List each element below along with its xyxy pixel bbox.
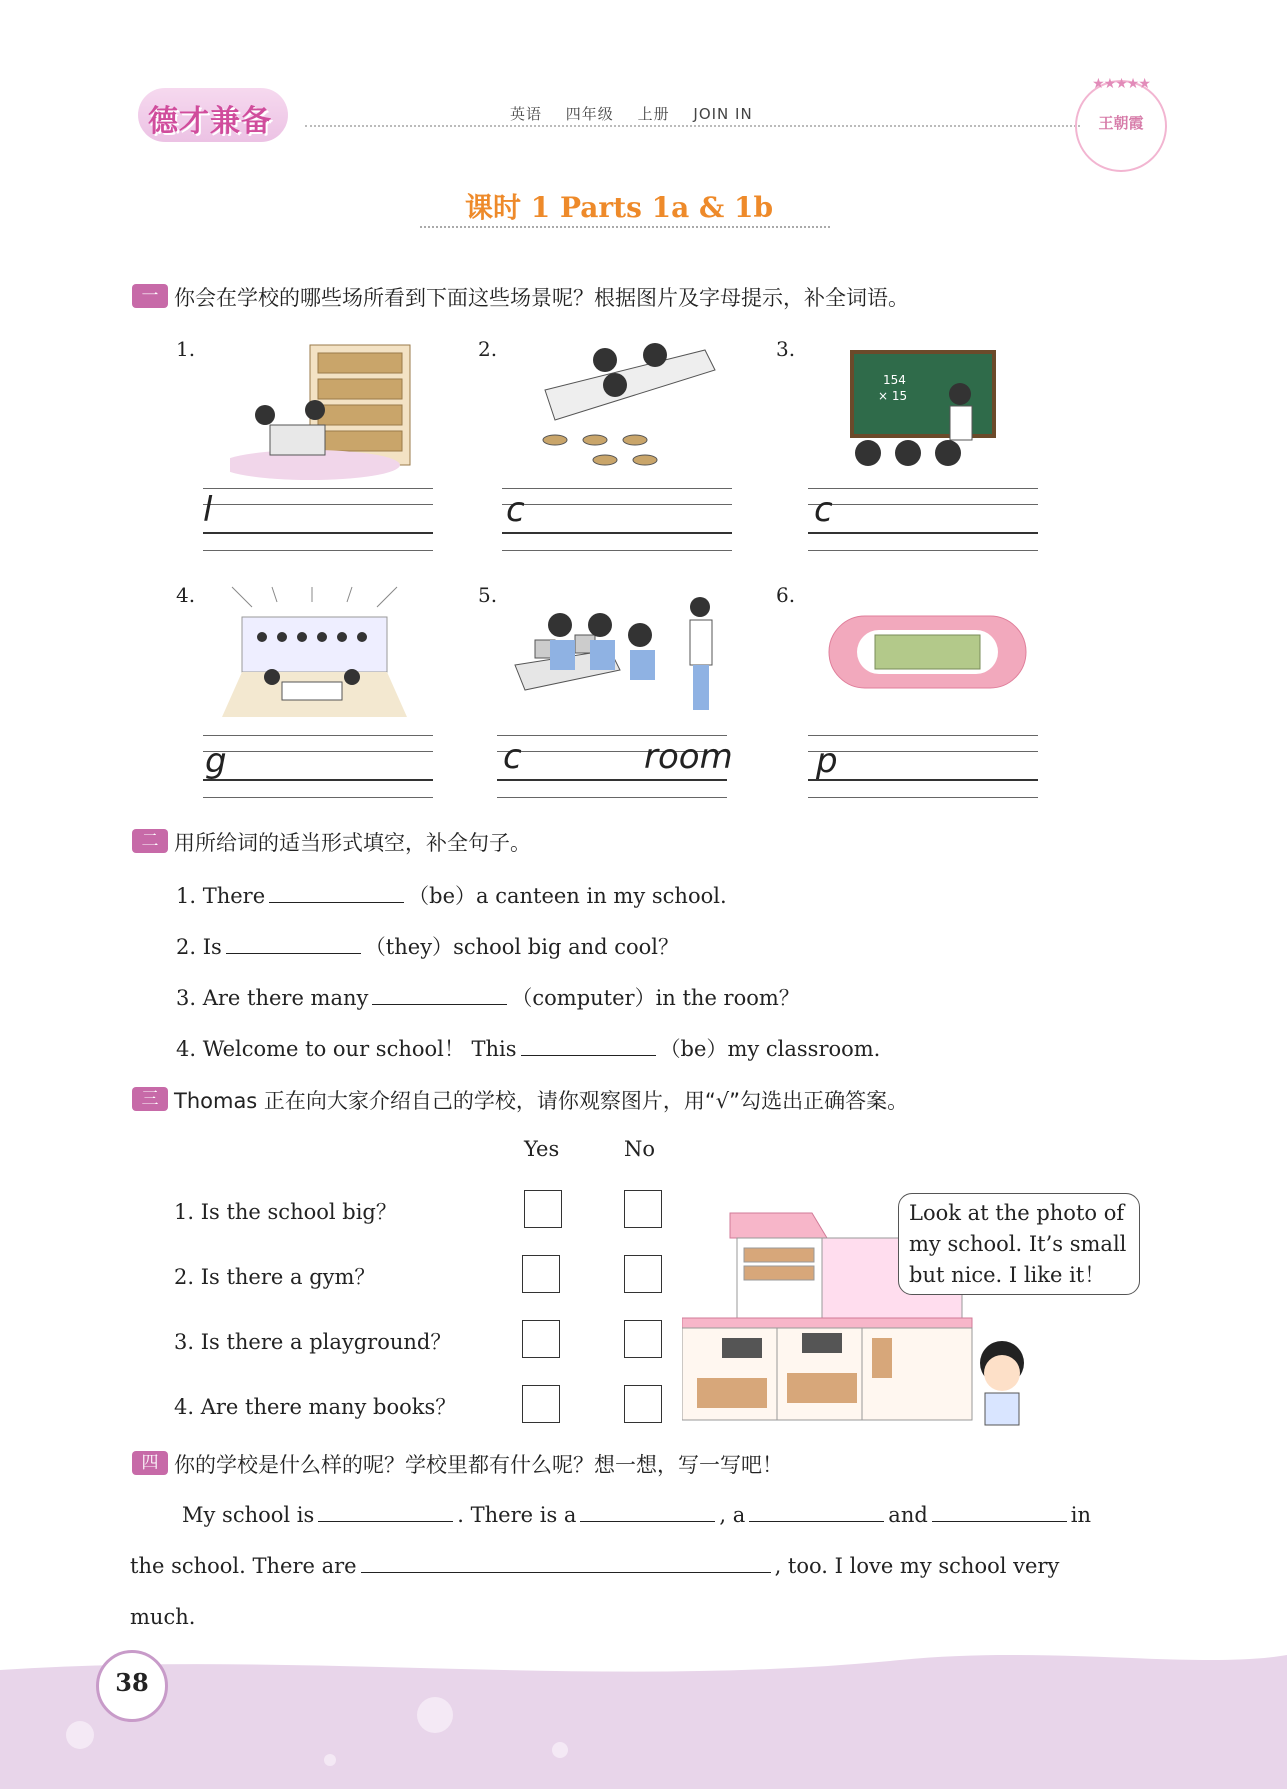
computer-room-picture [510,595,725,720]
header-grade: 四年级 [565,105,614,123]
header-volume: 上册 [637,105,670,123]
question-2: 2. Is there a gym？ [174,1265,376,1289]
sentence-3 [176,982,800,1012]
write-lines-2[interactable] [502,488,732,550]
paragraph-text: . There is a [457,1503,577,1527]
brand-logo [128,78,298,148]
word-suffix: room [644,737,733,777]
sentence-text: 1. There [176,884,266,908]
section1-badge: 一 [132,284,168,308]
sentence-text: 2. Is [176,935,222,959]
write-lines-4[interactable] [203,735,433,797]
answer-blank[interactable] [226,933,361,954]
sentence-text: school big and cool？ [453,935,680,959]
word-hint: （computer） [511,986,656,1010]
write-lines-3[interactable] [808,488,1038,550]
paragraph-text: the school. There are [130,1554,357,1578]
yes-checkbox[interactable] [522,1320,560,1358]
sentence-1 [176,880,727,910]
answer-blank[interactable] [361,1552,771,1573]
question-4: 4. Are there many books？ [174,1395,457,1419]
answer-blank[interactable] [318,1501,453,1522]
writing-paragraph [130,1490,1140,1643]
header-info [510,103,771,124]
lesson-title-underline [420,226,830,228]
library-picture [230,335,420,480]
letter-hint: g [205,741,227,781]
section3-instruction: Thomas 正在向大家介绍自己的学校，请你观察图片，用“√”勾选出正确答案。 [174,1089,909,1113]
paragraph-text: , too. I love my school very [774,1554,1060,1578]
write-lines-5[interactable] [497,735,733,797]
classroom-picture [848,348,998,473]
sentence-text: my classroom. [727,1037,881,1061]
write-lines-1[interactable] [203,488,433,550]
header-divider [305,125,1080,127]
section2-badge: 二 [132,829,168,853]
playground-picture [825,610,1030,695]
paragraph-text: and [888,1503,928,1527]
word-hint: （be） [408,884,477,908]
sentence-2 [176,931,679,961]
yes-column-header: Yes [524,1137,560,1161]
yes-checkbox[interactable] [522,1255,560,1293]
word-hint: （they） [364,935,454,959]
letter-hint: p [816,741,838,781]
header-subject: 英语 [510,105,543,123]
letter-hint: c [814,490,833,530]
no-checkbox[interactable] [624,1190,662,1228]
svg-text:× 15: × 15 [878,389,908,403]
paragraph-text: My school is [182,1503,315,1527]
letter-hint: c [506,490,525,530]
brand-text: 德才兼备 [148,104,272,139]
no-checkbox[interactable] [624,1320,662,1358]
item-number: 4. [176,583,196,607]
sentence-text: 4. Welcome to our school！ This [176,1037,517,1061]
answer-blank[interactable] [932,1501,1067,1522]
sentence-text: in the room？ [655,986,800,1010]
section4-badge: 四 [132,1451,168,1475]
seal-stars: ★★★★★ [1092,76,1150,92]
canteen-picture [525,330,725,475]
item-number: 6. [776,583,796,607]
item-number: 2. [478,337,498,361]
sentence-4 [176,1033,880,1063]
footer-decoration [0,1640,1287,1789]
answer-blank[interactable] [372,984,507,1005]
no-checkbox[interactable] [624,1255,662,1293]
svg-text:154: 154 [883,373,906,387]
paragraph-text: in [1070,1503,1092,1527]
author-seal [1075,76,1167,172]
section3-badge: 三 [132,1087,168,1111]
lesson-title: 课时 1 Parts 1a & 1b [465,191,774,224]
yes-checkbox[interactable] [524,1190,562,1228]
question-1: 1. Is the school big？ [174,1200,397,1224]
write-lines-6[interactable] [808,735,1038,797]
speech-bubble: Look at the photo of my school. It’s small but nice. I like it！ [898,1193,1140,1295]
section2-instruction: 用所给词的适当形式填空，补全句子。 [174,831,531,855]
letter-hint: l [203,490,213,530]
seal-name: 王朝霞 [1098,114,1144,132]
paragraph-text: , a [719,1503,746,1527]
page-number: 38 [96,1650,168,1722]
letter-hint: c [503,737,522,777]
answer-blank[interactable] [269,882,404,903]
sentence-text: a canteen in my school. [476,884,727,908]
gym-picture [222,582,407,722]
item-number: 3. [776,337,796,361]
header-series: JOIN IN [693,105,753,123]
section4-instruction: 你的学校是什么样的呢？学校里都有什么呢？想一想，写一写吧！ [174,1453,783,1477]
item-number: 1. [176,337,196,361]
section1-instruction: 你会在学校的哪些场所看到下面这些场景呢？根据图片及字母提示，补全词语。 [174,286,909,310]
question-3: 3. Is there a playground？ [174,1330,452,1354]
no-column-header: No [624,1137,656,1161]
answer-blank[interactable] [749,1501,884,1522]
sentence-text: 3. Are there many [176,986,369,1010]
answer-blank[interactable] [580,1501,715,1522]
word-hint: （be） [659,1037,728,1061]
item-number: 5. [478,583,498,607]
no-checkbox[interactable] [624,1385,662,1423]
yes-checkbox[interactable] [522,1385,560,1423]
paragraph-text: much. [130,1605,196,1629]
answer-blank[interactable] [521,1035,656,1056]
